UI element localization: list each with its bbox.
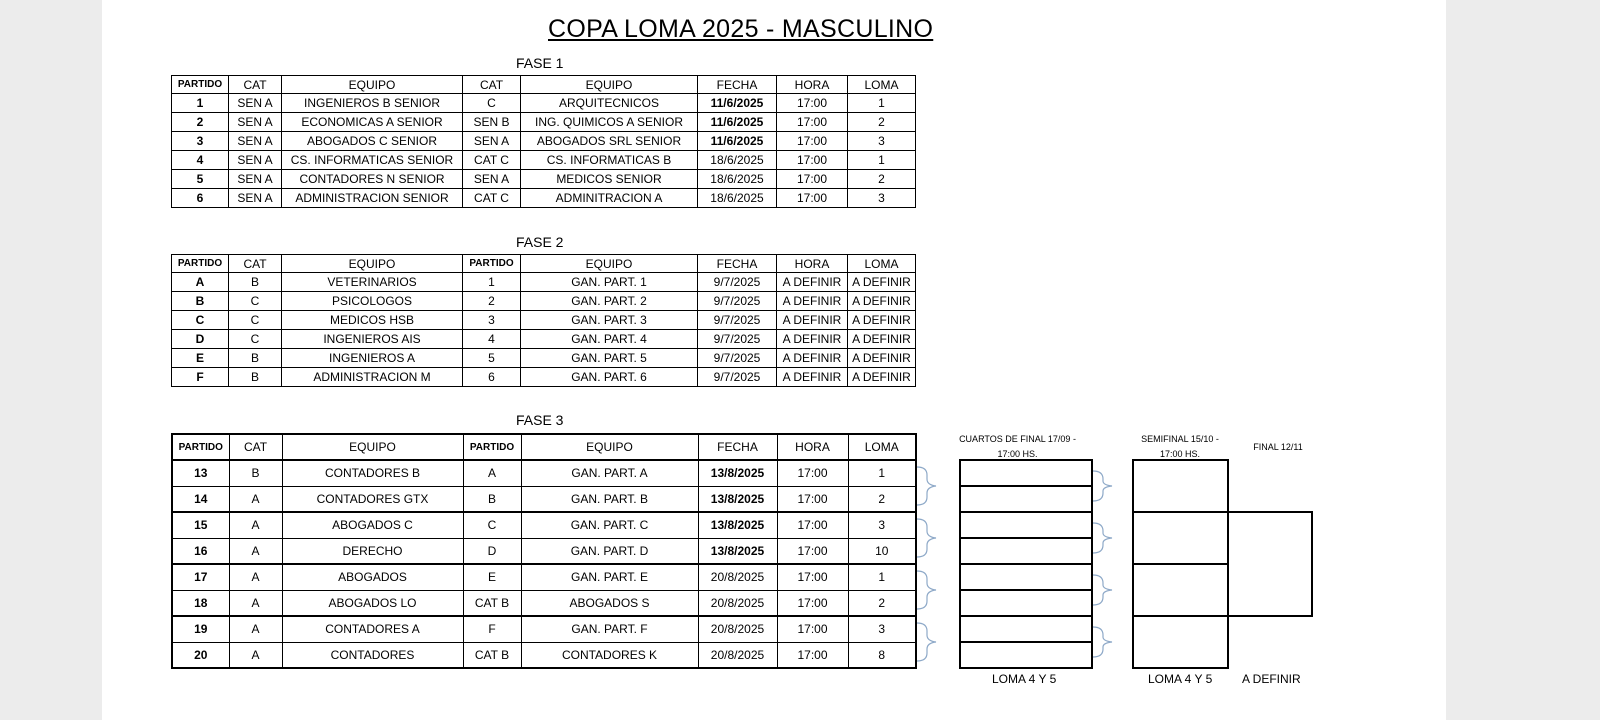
cell-equipo-2: CONTADORES K (521, 642, 698, 668)
cell-cat: C (229, 311, 282, 330)
cell-loma: 2 (848, 113, 916, 132)
cell-fecha: 13/8/2025 (698, 512, 777, 538)
cell-fecha: 11/6/2025 (698, 94, 777, 113)
cell-hora: 17:00 (777, 616, 848, 642)
cell-fecha: 11/6/2025 (698, 132, 777, 151)
cell-equipo: VETERINARIOS (282, 273, 463, 292)
cell-cat: A (229, 512, 282, 538)
cell-cat: SEN A (229, 170, 282, 189)
header-cat-partido: CAT (463, 76, 521, 94)
connector-cuartos-4 (1093, 627, 1112, 657)
cell-cat-partido: CAT C (463, 151, 521, 170)
cell-cat-partido: CAT B (463, 642, 521, 668)
cell-cat: SEN A (229, 151, 282, 170)
cell-cat: A (229, 486, 282, 512)
connector-15-16 (917, 519, 936, 557)
header-equipo-2: EQUIPO (521, 76, 698, 94)
cell-equipo: INGENIEROS A (282, 349, 463, 368)
cell-equipo: ABOGADOS LO (282, 590, 463, 616)
cell-loma: 10 (848, 538, 916, 564)
header-cat-partido: PARTIDO (463, 434, 521, 460)
cell-equipo-2: GAN. PART. C (521, 512, 698, 538)
header-loma: LOMA (848, 76, 916, 94)
cell-partido: 15 (172, 512, 229, 538)
cell-hora: 17:00 (777, 512, 848, 538)
cell-partido: D (172, 330, 229, 349)
cell-cat-partido: 3 (463, 311, 521, 330)
connector-19-20 (917, 623, 936, 661)
cell-fecha: 9/7/2025 (698, 368, 777, 387)
cell-loma: A DEFINIR (848, 368, 916, 387)
cell-equipo: MEDICOS HSB (282, 311, 463, 330)
cell-partido: 2 (172, 113, 229, 132)
final-label: FINAL 12/11 (1253, 442, 1303, 452)
cell-equipo-2: GAN. PART. B (521, 486, 698, 512)
cell-hora: A DEFINIR (777, 292, 848, 311)
cell-cat: C (229, 292, 282, 311)
cell-hora: 17:00 (777, 642, 848, 668)
cell-cat: B (229, 368, 282, 387)
cell-fecha: 9/7/2025 (698, 349, 777, 368)
cell-equipo: ABOGADOS C SENIOR (282, 132, 463, 151)
header-loma: LOMA (848, 255, 916, 273)
header-partido: PARTIDO (172, 255, 229, 273)
connector-cuartos-1 (1093, 471, 1112, 501)
semifinal-loma: LOMA 4 Y 5 (1148, 672, 1213, 686)
cell-partido: 14 (172, 486, 229, 512)
cell-equipo: CONTADORES GTX (282, 486, 463, 512)
header-fecha: FECHA (698, 434, 777, 460)
cell-equipo-2: ARQUITECNICOS (521, 94, 698, 113)
cell-equipo: DERECHO (282, 538, 463, 564)
cell-loma: 3 (848, 132, 916, 151)
fase2-label: FASE 2 (516, 234, 564, 250)
cell-fecha: 9/7/2025 (698, 330, 777, 349)
cell-fecha: 18/6/2025 (698, 189, 777, 208)
cell-partido: 16 (172, 538, 229, 564)
header-equipo-2: EQUIPO (521, 434, 698, 460)
cell-fecha: 18/6/2025 (698, 151, 777, 170)
final-frame (1228, 512, 1312, 616)
cell-partido: 20 (172, 642, 229, 668)
cell-hora: 17:00 (777, 460, 848, 486)
cell-equipo-2: GAN. PART. 1 (521, 273, 698, 292)
cell-fecha: 13/8/2025 (698, 460, 777, 486)
cell-equipo: CONTADORES B (282, 460, 463, 486)
cell-equipo-2: GAN. PART. D (521, 538, 698, 564)
cell-cat: A (229, 616, 282, 642)
cell-loma: A DEFINIR (848, 273, 916, 292)
header-fecha: FECHA (698, 76, 777, 94)
cell-fecha: 18/6/2025 (698, 170, 777, 189)
cell-partido: C (172, 311, 229, 330)
cell-fecha: 20/8/2025 (698, 564, 777, 590)
cell-loma: 1 (848, 564, 916, 590)
cell-equipo: INGENIEROS B SENIOR (282, 94, 463, 113)
header-fecha: FECHA (698, 255, 777, 273)
cell-cat-partido: F (463, 616, 521, 642)
final-loma: A DEFINIR (1242, 672, 1301, 686)
cell-cat-partido: SEN A (463, 170, 521, 189)
cell-equipo: CONTADORES (282, 642, 463, 668)
cell-equipo-2: MEDICOS SENIOR (521, 170, 698, 189)
header-cat: CAT (229, 255, 282, 273)
cell-cat: B (229, 349, 282, 368)
cell-fecha: 13/8/2025 (698, 486, 777, 512)
cell-loma: 1 (848, 94, 916, 113)
header-cat-partido: PARTIDO (463, 255, 521, 273)
cell-loma: 2 (848, 486, 916, 512)
header-hora: HORA (777, 255, 848, 273)
cell-cat-partido: 6 (463, 368, 521, 387)
cell-partido: 4 (172, 151, 229, 170)
cell-hora: A DEFINIR (777, 273, 848, 292)
cell-fecha: 20/8/2025 (698, 642, 777, 668)
cell-cat-partido: E (463, 564, 521, 590)
cell-fecha: 11/6/2025 (698, 113, 777, 132)
cell-cat-partido: SEN B (463, 113, 521, 132)
cell-cat: B (229, 460, 282, 486)
cell-equipo-2: GAN. PART. 2 (521, 292, 698, 311)
cell-cat: SEN A (229, 113, 282, 132)
cell-partido: 19 (172, 616, 229, 642)
cell-cat: C (229, 330, 282, 349)
cell-partido: 18 (172, 590, 229, 616)
cell-cat-partido: 1 (463, 273, 521, 292)
cuartos-label: CUARTOS DE FINAL 17/09 - 17:00 HS. (959, 434, 1076, 459)
cell-hora: A DEFINIR (777, 349, 848, 368)
cell-equipo-2: ABOGADOS SRL SENIOR (521, 132, 698, 151)
cell-loma: 1 (848, 460, 916, 486)
cell-equipo-2: GAN. PART. A (521, 460, 698, 486)
header-hora: HORA (777, 76, 848, 94)
cell-cat: A (229, 642, 282, 668)
cell-hora: 17:00 (777, 590, 848, 616)
cell-hora: 17:00 (777, 189, 848, 208)
cell-hora: A DEFINIR (777, 368, 848, 387)
cell-equipo-2: GAN. PART. F (521, 616, 698, 642)
cell-partido: 13 (172, 460, 229, 486)
cell-partido: 3 (172, 132, 229, 151)
cell-hora: 17:00 (777, 486, 848, 512)
cell-equipo-2: ADMINITRACION A (521, 189, 698, 208)
cell-hora: 17:00 (777, 564, 848, 590)
cell-cat-partido: B (463, 486, 521, 512)
cell-hora: A DEFINIR (777, 330, 848, 349)
cell-cat: SEN A (229, 94, 282, 113)
connector-13-14 (917, 467, 936, 505)
cell-loma: A DEFINIR (848, 330, 916, 349)
cell-cat-partido: 4 (463, 330, 521, 349)
header-equipo: EQUIPO (282, 255, 463, 273)
cell-cat-partido: CAT C (463, 189, 521, 208)
cell-cat-partido: C (463, 94, 521, 113)
cell-partido: B (172, 292, 229, 311)
cell-loma: 1 (848, 151, 916, 170)
cell-equipo-2: GAN. PART. 6 (521, 368, 698, 387)
cell-equipo-2: GAN. PART. 4 (521, 330, 698, 349)
cell-cat: A (229, 590, 282, 616)
cell-fecha: 20/8/2025 (698, 590, 777, 616)
connector-cuartos-2 (1093, 523, 1112, 553)
cell-loma: A DEFINIR (848, 292, 916, 311)
header-hora: HORA (777, 434, 848, 460)
cell-cat: A (229, 564, 282, 590)
cell-loma: 3 (848, 189, 916, 208)
cell-equipo: ADMINISTRACION SENIOR (282, 189, 463, 208)
cell-equipo-2: GAN. PART. E (521, 564, 698, 590)
header-cat: CAT (229, 434, 282, 460)
cell-equipo: ABOGADOS (282, 564, 463, 590)
page-title: COPA LOMA 2025 - MASCULINO (548, 15, 934, 43)
header-partido: PARTIDO (172, 76, 229, 94)
cell-equipo: ADMINISTRACION M (282, 368, 463, 387)
cell-loma: 3 (848, 616, 916, 642)
semifinal-label: SEMIFINAL 15/10 - 17:00 HS. (1141, 434, 1219, 459)
cuartos-loma: LOMA 4 Y 5 (992, 672, 1057, 686)
cell-cat-partido: SEN A (463, 132, 521, 151)
cell-cat-partido: A (463, 460, 521, 486)
cell-equipo: INGENIEROS AIS (282, 330, 463, 349)
header-partido: PARTIDO (172, 434, 229, 460)
cell-loma: A DEFINIR (848, 311, 916, 330)
header-cat: CAT (229, 76, 282, 94)
cell-fecha: 13/8/2025 (698, 538, 777, 564)
cell-equipo: PSICOLOGOS (282, 292, 463, 311)
cell-equipo-2: GAN. PART. 5 (521, 349, 698, 368)
cell-hora: 17:00 (777, 538, 848, 564)
connector-17-18 (917, 571, 936, 609)
header-loma: LOMA (848, 434, 916, 460)
cell-cat: B (229, 273, 282, 292)
header-equipo: EQUIPO (282, 434, 463, 460)
cell-partido: 1 (172, 94, 229, 113)
cell-hora: A DEFINIR (777, 311, 848, 330)
cell-equipo-2: GAN. PART. 3 (521, 311, 698, 330)
cell-equipo: CONTADORES N SENIOR (282, 170, 463, 189)
cell-cat-partido: 2 (463, 292, 521, 311)
header-equipo: EQUIPO (282, 76, 463, 94)
cell-loma: 2 (848, 590, 916, 616)
fase1-label: FASE 1 (516, 55, 564, 71)
cell-hora: 17:00 (777, 132, 848, 151)
cell-partido: 5 (172, 170, 229, 189)
connector-cuartos-3 (1093, 575, 1112, 605)
cell-partido: F (172, 368, 229, 387)
cell-cat-partido: D (463, 538, 521, 564)
cell-cat: SEN A (229, 132, 282, 151)
cell-hora: 17:00 (777, 151, 848, 170)
cell-equipo: ABOGADOS C (282, 512, 463, 538)
cell-partido: 6 (172, 189, 229, 208)
cell-equipo: CONTADORES A (282, 616, 463, 642)
cell-hora: 17:00 (777, 94, 848, 113)
cell-fecha: 9/7/2025 (698, 273, 777, 292)
cell-fecha: 9/7/2025 (698, 292, 777, 311)
fase3-label: FASE 3 (516, 412, 564, 428)
cell-cat-partido: CAT B (463, 590, 521, 616)
cell-cat: SEN A (229, 189, 282, 208)
cell-hora: 17:00 (777, 113, 848, 132)
cell-cat: A (229, 538, 282, 564)
cell-cat-partido: C (463, 512, 521, 538)
cell-hora: 17:00 (777, 170, 848, 189)
cell-fecha: 20/8/2025 (698, 616, 777, 642)
cell-equipo: ECONOMICAS A SENIOR (282, 113, 463, 132)
cell-equipo-2: CS. INFORMATICAS B (521, 151, 698, 170)
cell-loma: 2 (848, 170, 916, 189)
cell-loma: 3 (848, 512, 916, 538)
cell-loma: 8 (848, 642, 916, 668)
cell-partido: A (172, 273, 229, 292)
cell-partido: 17 (172, 564, 229, 590)
cell-cat-partido: 5 (463, 349, 521, 368)
cell-fecha: 9/7/2025 (698, 311, 777, 330)
cell-equipo-2: ABOGADOS S (521, 590, 698, 616)
cell-equipo: CS. INFORMATICAS SENIOR (282, 151, 463, 170)
cell-loma: A DEFINIR (848, 349, 916, 368)
cell-equipo-2: ING. QUIMICOS A SENIOR (521, 113, 698, 132)
cell-partido: E (172, 349, 229, 368)
header-equipo-2: EQUIPO (521, 255, 698, 273)
